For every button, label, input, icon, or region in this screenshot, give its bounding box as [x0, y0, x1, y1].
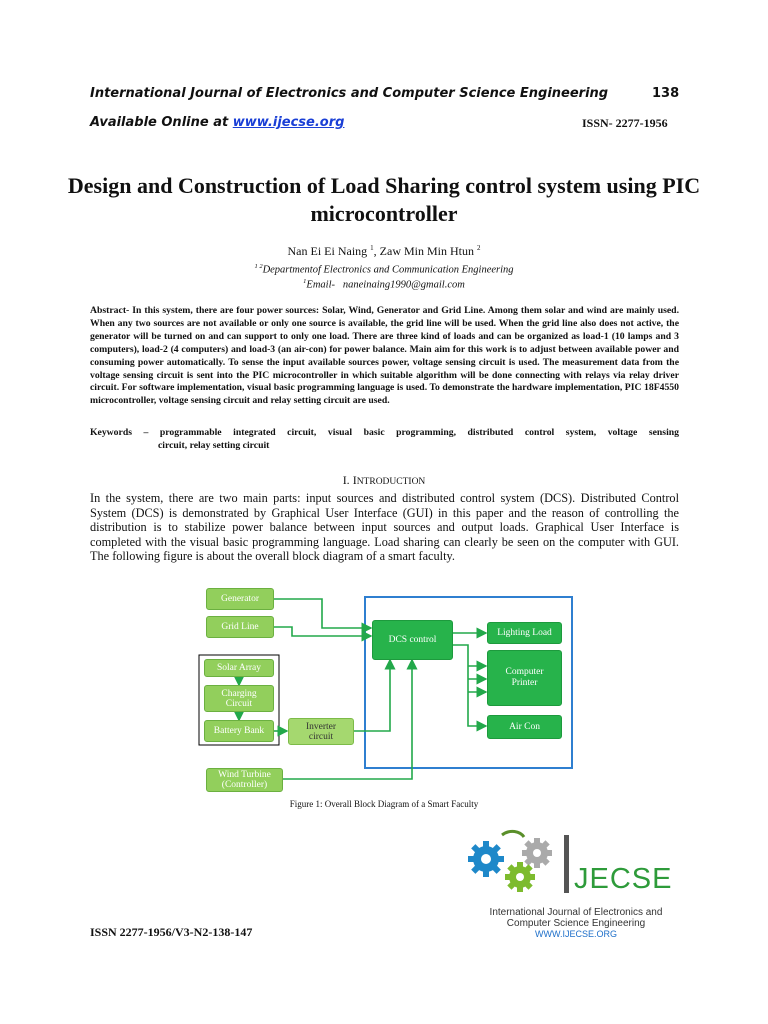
solar-frame	[199, 655, 279, 745]
section-first-letter: I	[352, 473, 357, 487]
inverter-line-2: circuit	[308, 731, 334, 742]
author-1-sup: 1	[370, 244, 374, 252]
section-small-caps: NTRODUCTION	[356, 477, 426, 487]
block-generator: Generator	[206, 588, 274, 610]
block-grid-line: Grid Line	[206, 616, 274, 638]
charging-line-2: Circuit	[225, 698, 253, 709]
arrow-inverter-dcs	[354, 660, 390, 731]
journal-link[interactable]: www.ijecse.org	[232, 115, 345, 130]
email-address: naneinaing1990@gmail.com	[342, 279, 465, 291]
keywords	[90, 427, 679, 453]
paper-title: Design and Construction of Load Sharing control system using PIC microcontroller	[67, 173, 701, 226]
intro-paragraph: In the system, there are two main parts: input sources and distributed control system (DCS). Distributed Control System (DCS) is demonstrated by Graphical User Interface (GUI) in this paper and the reason of controlling the distribution is to stabilize power balance between input sources and output loads. Graphical User Interface is completed with the visual basic programming language. Load sharing can clearly be seen on the computer with GUI. The following figure is about the overall block diagram of a smart faculty.	[90, 491, 679, 564]
available-prefix: Available Online at	[90, 115, 229, 130]
issn-header: ISSN- 2277-1956	[582, 116, 668, 130]
email	[60, 278, 708, 291]
section-heading-introduction	[60, 473, 708, 488]
block-computer-printer	[487, 650, 562, 706]
block-wind-turbine	[206, 768, 283, 792]
logo-line-2: Computer Science Engineering	[506, 918, 646, 929]
author-1: Nan Ei Ei Naing	[287, 244, 368, 258]
block-inverter	[288, 718, 354, 745]
author-separator: ,	[373, 244, 377, 258]
charging-line-1: Charging	[221, 688, 257, 699]
author-2: Zaw Min Min Htun	[379, 244, 474, 258]
authors	[60, 244, 708, 259]
inverter-line-1: Inverter	[305, 721, 337, 732]
logo-line-1: International Journal of Electronics and	[489, 907, 663, 918]
arrow-generator-dcs	[274, 599, 371, 628]
wind-line-2: (Controller)	[221, 780, 268, 790]
journal-title: International Journal of Electronics and Computer Science Engineering	[90, 86, 609, 101]
logo-text	[470, 907, 682, 940]
keywords-line-2: circuit, relay setting circuit	[158, 439, 270, 451]
ijecse-logo	[462, 825, 682, 945]
logo-bar	[564, 835, 569, 893]
logo-letters: JECSE	[574, 863, 673, 895]
block-battery-bank: Battery Bank	[204, 720, 274, 742]
email-sup: 1	[303, 278, 307, 285]
footer-issn: ISSN 2277-1956/V3-N2-138-147	[90, 925, 253, 939]
block-charging-circuit	[204, 685, 274, 712]
block-air-con: Air Con	[487, 715, 562, 739]
page-number: 138	[652, 86, 680, 101]
affiliation-text: Departmentof Electronics and Communication Engineering	[262, 264, 514, 276]
block-solar-array: Solar Array	[204, 659, 274, 677]
arrow-wind-dcs	[283, 660, 412, 779]
arrow-grid-dcs	[274, 627, 371, 636]
wind-line-1: Wind Turbine	[218, 770, 271, 780]
computer-line-1: Computer	[505, 667, 544, 677]
computer-line-2: Printer	[511, 678, 538, 688]
block-lighting-load: Lighting Load	[487, 622, 562, 644]
block-dcs-control: DCS control	[372, 620, 453, 660]
available-online	[90, 115, 344, 130]
author-2-sup: 2	[477, 244, 481, 252]
email-label: Email-	[306, 279, 335, 291]
figure-caption: Figure 1: Overall Block Diagram of a Smart Faculty	[289, 799, 479, 809]
controller-frame	[365, 597, 572, 768]
arrow-dcs-aircon	[453, 645, 486, 726]
abstract: Abstract- In this system, there are four power sources: Solar, Wind, Generator and Grid Line. Among them solar and wind are mainly used. When any two sources are not available or only one source is available, the grid line will be used. When the grid line also does not active, the generator will be turned on and can support to only one load. There are three kind of loads and can be organized as load-1 (10 lamps and 3 computers), load-2 (4 computers) and load-3 (an air-con) for power balance. Main aim for this work is to adjust between available power and consuming power automatically. To sense the input available sources power, voltage sensing circuit is used. The measurement data from the voltage sensing circuit is sent into the PIC microcontroller in which suitable algorithm will be done connecting with relays via relay driver circuit. For software implementation, visual basic programming language is used. To demonstrate the hardware implementation, PIC 18F4550 microcontroller, voltage sensing circuit and relay setting circuit are used.	[90, 305, 679, 407]
affiliation-sup: 1 2	[254, 263, 263, 270]
logo-url: WWW.IJECSE.ORG	[535, 929, 617, 939]
section-number: I.	[342, 473, 350, 487]
affiliation	[60, 263, 708, 276]
gears-icon	[462, 825, 572, 900]
keywords-line-1: Keywords – programmable integrated circuit, visual basic programming, distributed control system, voltage sensing	[90, 427, 679, 438]
